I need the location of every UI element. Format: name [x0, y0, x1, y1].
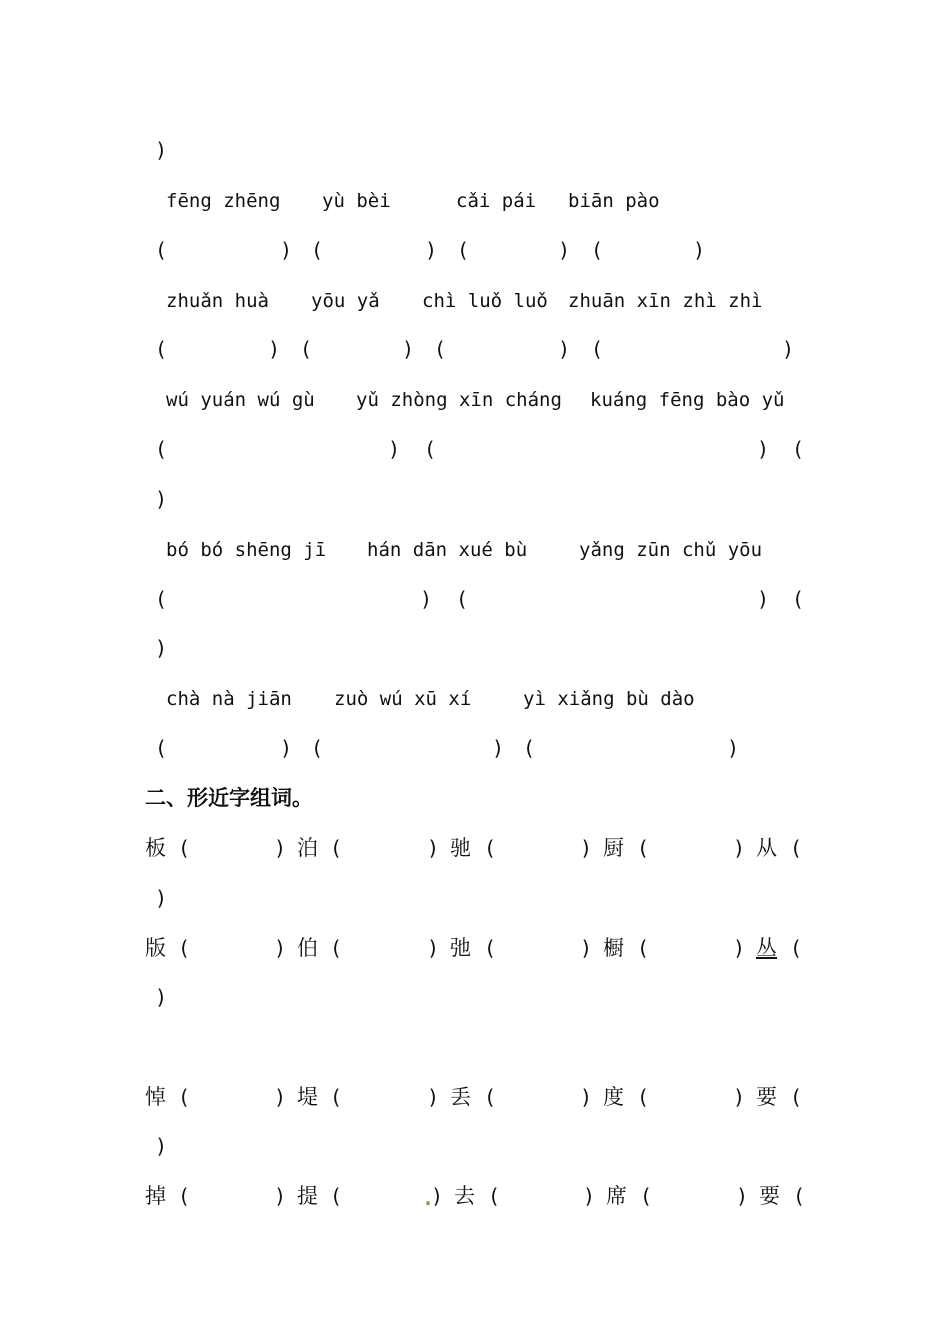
- answer-blank-close: ): [402, 337, 415, 361]
- pinyin-word: bó bó shēng jī: [166, 539, 327, 561]
- answer-blank-close: ): [693, 238, 706, 262]
- answer-blank-close: ): [274, 836, 287, 860]
- pinyin-word: fēng zhēng: [166, 190, 281, 212]
- answer-blank-close: ): [274, 1085, 287, 1109]
- char: 厨: [603, 836, 624, 860]
- pinyin-word: chà nà jiān: [166, 688, 292, 710]
- answer-blank-open: (: [300, 337, 313, 361]
- pinyin-word: yǔ zhòng xīn cháng: [356, 389, 562, 411]
- answer-blank-close: ): [580, 836, 593, 860]
- answer-blank-close: ): [757, 437, 770, 461]
- answer-blank-open: (: [790, 1085, 803, 1109]
- pinyin-word: zuò wú xū xí: [334, 688, 472, 710]
- char: 去: [454, 1184, 475, 1208]
- answer-blank-open: (: [790, 936, 803, 960]
- char: 提: [297, 1184, 318, 1208]
- char: 悼: [145, 1085, 166, 1109]
- answer-blank-open: (: [591, 337, 604, 361]
- pinyin-word: yǎng zūn chǔ yōu: [579, 539, 763, 561]
- char: 版: [145, 936, 166, 960]
- answer-blank-open: (: [311, 238, 324, 262]
- char: 要: [756, 1085, 777, 1109]
- answer-blank-open: (: [178, 1085, 191, 1109]
- answer-blank-close: ): [558, 337, 571, 361]
- answer-blank-close: ): [268, 337, 281, 361]
- char: 丢: [450, 1085, 471, 1109]
- answer-blank-close: ): [492, 736, 505, 760]
- char: 度: [603, 1085, 624, 1109]
- answer-blank-open: (: [155, 587, 168, 611]
- answer-blank-close: ): [782, 337, 795, 361]
- pinyin-word: zhuǎn huà: [166, 290, 269, 312]
- pinyin-word: biān pào: [568, 190, 660, 212]
- answer-blank-open: (: [330, 1184, 343, 1208]
- answer-blank-close: ): [427, 836, 440, 860]
- stray-mark: .: [422, 1186, 435, 1210]
- answer-blank-close: ): [733, 1085, 746, 1109]
- answer-blank-close: ): [580, 936, 593, 960]
- answer-blank-open: (: [591, 238, 604, 262]
- pinyin-word: zhuān xīn zhì zhì: [568, 290, 763, 312]
- char: 掉: [145, 1184, 166, 1208]
- answer-blank-close: ): [427, 1085, 440, 1109]
- answer-blank-open: (: [434, 337, 447, 361]
- answer-blank-open: (: [330, 936, 343, 960]
- answer-blank-open: (: [637, 1085, 650, 1109]
- pinyin-word: kuáng fēng bào yǔ: [590, 389, 785, 411]
- answer-blank-close: ): [155, 487, 168, 511]
- answer-blank-close: ): [274, 1184, 287, 1208]
- answer-blank-close: ): [155, 1134, 168, 1158]
- answer-blank-open: (: [523, 736, 536, 760]
- answer-blank-open: (: [457, 238, 470, 262]
- answer-blank-open: (: [330, 1085, 343, 1109]
- answer-blank-open: (: [488, 1184, 501, 1208]
- answer-blank-close: ): [757, 587, 770, 611]
- answer-blank-close: ): [733, 936, 746, 960]
- pinyin-word: cǎi pái: [456, 190, 537, 212]
- answer-blank-close: ): [280, 238, 293, 262]
- pinyin-word: chì luǒ luǒ: [422, 290, 548, 312]
- pinyin-word: hán dān xué bù: [367, 539, 528, 561]
- answer-blank-close: ): [580, 1085, 593, 1109]
- answer-blank-close: ): [155, 636, 168, 660]
- char: 从: [756, 836, 777, 860]
- answer-blank-close: ): [427, 936, 440, 960]
- char: 泊: [297, 836, 318, 860]
- answer-blank-open: (: [178, 936, 191, 960]
- pinyin-word: yù bèi: [322, 190, 391, 212]
- answer-blank-open: (: [640, 1184, 653, 1208]
- answer-blank-close: ): [583, 1184, 596, 1208]
- answer-blank-open: (: [792, 437, 805, 461]
- char: 板: [145, 836, 166, 860]
- char: 席: [606, 1184, 627, 1208]
- answer-blank-open: (: [637, 936, 650, 960]
- answer-blank-close: ): [280, 736, 293, 760]
- char: 驰: [450, 836, 471, 860]
- pinyin-word: yì xiǎng bù dào: [523, 688, 695, 710]
- answer-blank-open: (: [792, 587, 805, 611]
- answer-blank-close: ): [425, 238, 438, 262]
- answer-blank-open: (: [178, 1184, 191, 1208]
- char: 要: [759, 1184, 780, 1208]
- answer-blank-open: (: [178, 836, 191, 860]
- char: 橱: [603, 936, 624, 960]
- answer-blank-close: ): [736, 1184, 749, 1208]
- answer-blank-open: (: [484, 836, 497, 860]
- answer-blank-open: (: [790, 836, 803, 860]
- answer-blank-close: ): [558, 238, 571, 262]
- answer-blank-close: ): [388, 437, 401, 461]
- char: 弛: [450, 936, 471, 960]
- answer-blank-close: ): [420, 587, 433, 611]
- answer-blank-open: (: [424, 437, 437, 461]
- answer-blank-close: ): [155, 985, 168, 1009]
- answer-blank-open: (: [155, 238, 168, 262]
- answer-blank-close: ): [274, 936, 287, 960]
- answer-blank-open: (: [793, 1184, 806, 1208]
- section-heading: 二、形近字组词。: [145, 786, 313, 810]
- answer-blank-close: ): [155, 886, 168, 910]
- char: 堤: [297, 1085, 318, 1109]
- char: 伯: [297, 936, 318, 960]
- answer-blank-close: ): [733, 836, 746, 860]
- answer-blank-close: ): [727, 736, 740, 760]
- paren-close: ): [155, 138, 168, 162]
- answer-blank-open: (: [484, 936, 497, 960]
- answer-blank-open: (: [456, 587, 469, 611]
- pinyin-word: yōu yǎ: [311, 290, 380, 312]
- answer-blank-open: (: [637, 836, 650, 860]
- char: 丛: [756, 936, 777, 960]
- answer-blank-open: (: [484, 1085, 497, 1109]
- answer-blank-open: (: [155, 337, 168, 361]
- pinyin-word: wú yuán wú gù: [166, 389, 315, 411]
- answer-blank-open: (: [155, 736, 168, 760]
- answer-blank-close: ): [431, 1184, 444, 1208]
- answer-blank-open: (: [330, 836, 343, 860]
- answer-blank-open: (: [155, 437, 168, 461]
- answer-blank-open: (: [311, 736, 324, 760]
